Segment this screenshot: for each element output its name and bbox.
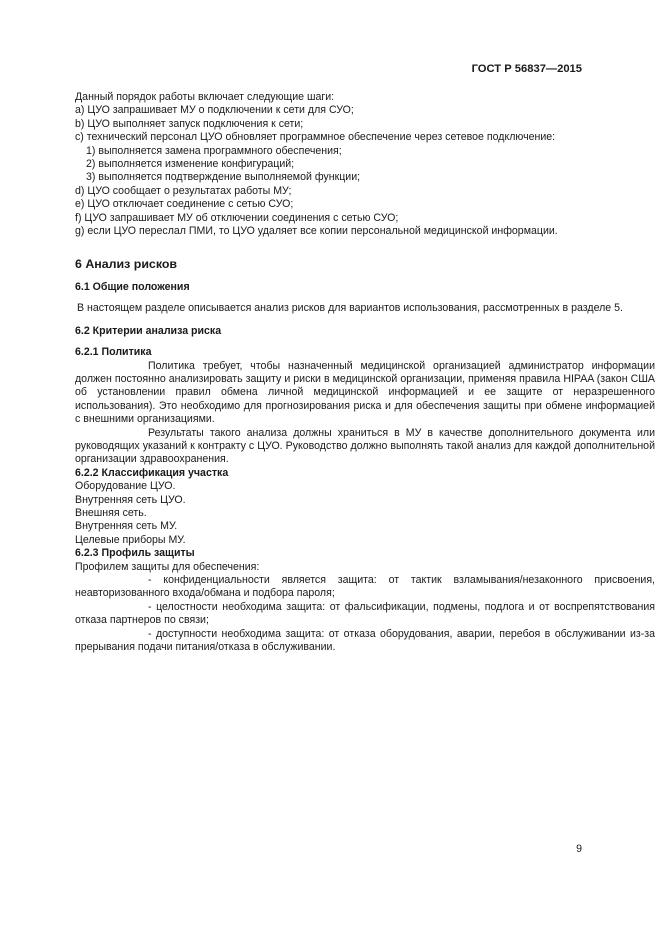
- section-6-2-1-title: 6.2.1 Политика: [75, 346, 152, 359]
- standard-number-header: ГОСТ Р 56837—2015: [471, 63, 582, 75]
- procedure-step-b: b) ЦУО выполняет запуск подключения к сети;: [75, 117, 304, 130]
- procedure-substep-1: 1) выполняется замена программного обеспечения;: [86, 144, 342, 157]
- section-6-2-title: 6.2 Критерии анализа риска: [75, 324, 222, 337]
- section-6-1-title: 6.1 Общие положения: [75, 280, 190, 293]
- procedure-substep-3: 3) выполняется подтверждение выполняемой функции;: [86, 171, 361, 184]
- section-6-2-2-title: 6.2.2 Классификация участка: [75, 466, 229, 479]
- section-6-1-text: [75, 302, 655, 315]
- site-class-item: Внутренняя сеть МУ.: [75, 520, 178, 533]
- page-content: [75, 91, 655, 654]
- page-number: 9: [576, 843, 582, 855]
- site-class-item: Целевые приборы МУ.: [75, 533, 186, 546]
- protection-item-availability: - доступности необходима защита: от отказа оборудования, аварии, перебоя в обслуживании из-за прерывания подачи питания/отказа в обслуживании.: [75, 627, 655, 654]
- procedure-step-c: c) технический персонал ЦУО обновляет программное обеспечение через сетевое подключение:: [75, 131, 556, 144]
- procedure-intro: Данный порядок работы включает следующие шаги:: [75, 91, 335, 103]
- site-class-item: Внутренняя сеть ЦУО.: [75, 493, 186, 506]
- section-6-1-text-body: В настоящем разделе описывается анализ рисков для вариантов использования, рассмотренных в разделе 5.: [77, 302, 623, 315]
- procedure-step-f: f) ЦУО запрашивает МУ об отключении соединения с сетью СУО;: [75, 211, 399, 224]
- protection-profile-intro: Профилем защиты для обеспечения:: [75, 560, 260, 573]
- protection-item-integrity: - целостности необходима защита: от фальсификации, подмены, подлога и от воспрепятствования отказа партнеров по связи;: [75, 600, 655, 627]
- procedure-step-d: d) ЦУО сообщает о результатах работы МУ;: [75, 184, 292, 197]
- procedure-step-a: a) ЦУО запрашивает МУ о подключении к сети для СУО;: [75, 104, 354, 117]
- section-6-2-3-title: 6.2.3 Профиль защиты: [75, 547, 195, 560]
- site-class-item: Оборудование ЦУО.: [75, 480, 176, 493]
- section-6-2-1-paragraph-1: Политика требует, чтобы назначенный медицинской организацией администратор информации должен постоянно анализировать защиту и риски в медицинской организации, применяя правила HIPAA (закон США об установлении правил обмена личной медицинской информацией и ее защите от неразрешенного использования). Это необходимо для прогнозирования риска и для обеспечения защиты при обмене информацией с внешними организациями.: [75, 359, 655, 426]
- protection-item-confidentiality: - конфиденциальности является защита: от тактик взламывания/незаконного присвоения, неавторизованного входа/обмана и подбора пароля;: [75, 574, 655, 600]
- site-class-item: Внешняя сеть.: [75, 506, 147, 519]
- procedure-step-e: e) ЦУО отключает соединение с сетью СУО;: [75, 198, 294, 211]
- section-6-title: 6 Анализ рисков: [75, 257, 178, 272]
- procedure-step-g: g) если ЦУО переслал ПМИ, то ЦУО удаляет все копии персональной медицинской информации.: [75, 225, 558, 238]
- procedure-substep-2: 2) выполняется изменение конфигураций;: [86, 158, 295, 171]
- section-6-2-1-paragraph-2: Результаты такого анализа должны храниться в МУ в качестве дополнительного документа или руководящих указаний к контракту с ЦУО. Руководство должно выполнять такой анализ для каждой дополнительной организации здравоохранения.: [75, 426, 655, 466]
